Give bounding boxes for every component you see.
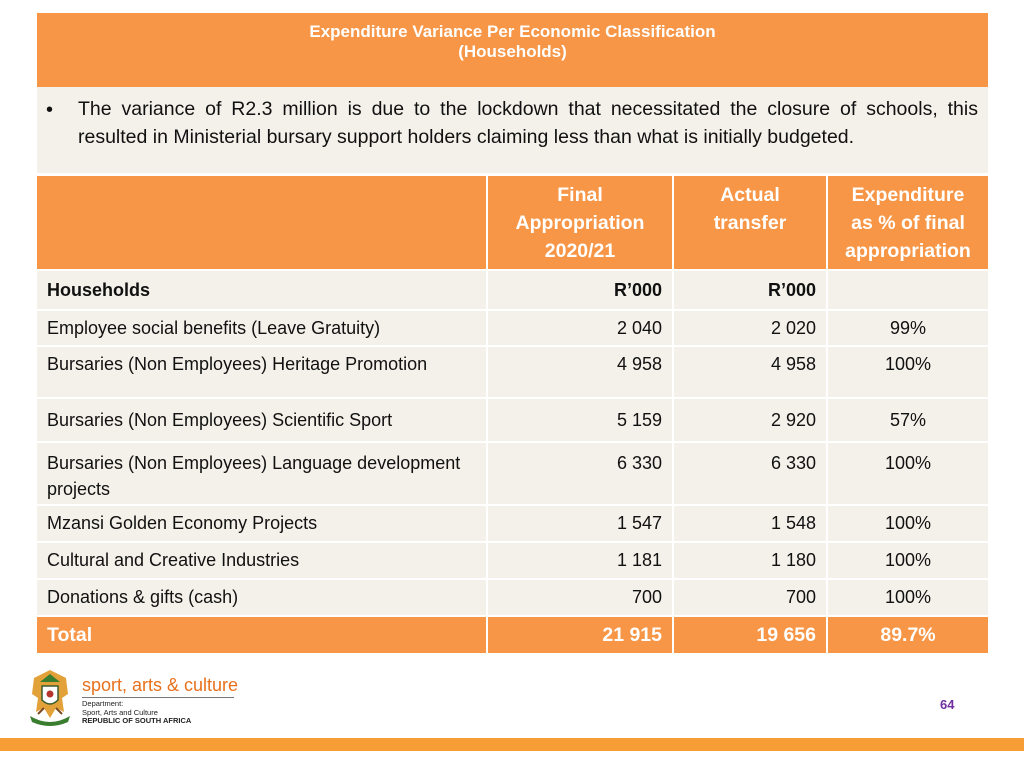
row-actual: 1 180 <box>673 542 827 579</box>
row-actual: 1 548 <box>673 505 827 542</box>
slide-title-banner <box>37 13 988 87</box>
row-final: 1 547 <box>487 505 673 542</box>
total-final: 21 915 <box>487 616 673 654</box>
row-label: Donations & gifts (cash) <box>37 579 487 616</box>
variance-note-text: The variance of R2.3 million is due to the lockdown that necessitated the closure of schools, this resulted in Ministerial bursary support holders claiming less than what is initially budgeted. <box>78 98 978 148</box>
units-row <box>37 270 988 310</box>
units-label: Households <box>37 270 487 310</box>
row-pct: 57% <box>827 398 988 442</box>
bottom-accent-bar <box>0 738 1024 751</box>
brand-divider <box>82 697 234 698</box>
total-row <box>37 616 988 654</box>
variance-note <box>37 87 988 173</box>
department-label: Department: <box>82 699 124 708</box>
row-pct: 100% <box>827 505 988 542</box>
row-label: Bursaries (Non Employees) Scientific Sport <box>37 398 487 442</box>
department-block <box>82 700 191 726</box>
table-row <box>37 346 988 398</box>
table-row <box>37 542 988 579</box>
header-expenditure-percent: Expenditure as % of final appropriation <box>827 176 988 270</box>
header-actual-transfer: Actual transfer <box>673 176 827 270</box>
table-row <box>37 442 988 505</box>
row-pct: 100% <box>827 542 988 579</box>
row-final: 6 330 <box>487 442 673 505</box>
row-label: Employee social benefits (Leave Gratuity) <box>37 310 487 346</box>
row-actual: 700 <box>673 579 827 616</box>
total-pct: 89.7% <box>827 616 988 654</box>
row-actual: 6 330 <box>673 442 827 505</box>
units-pct <box>827 270 988 310</box>
units-actual: R’000 <box>673 270 827 310</box>
header-final-appropriation: Final Appropriation 2020/21 <box>487 176 673 270</box>
table-row <box>37 398 988 442</box>
row-final: 4 958 <box>487 346 673 398</box>
households-expenditure-table <box>37 176 988 655</box>
total-actual: 19 656 <box>673 616 827 654</box>
row-label: Cultural and Creative Industries <box>37 542 487 579</box>
row-label: Mzansi Golden Economy Projects <box>37 505 487 542</box>
brand-wordmark: sport, arts & culture <box>82 675 239 695</box>
bullet-icon: • <box>46 99 54 121</box>
units-final: R’000 <box>487 270 673 310</box>
row-actual: 2 920 <box>673 398 827 442</box>
row-actual: 2 020 <box>673 310 827 346</box>
table-row <box>37 505 988 542</box>
country-name: REPUBLIC OF SOUTH AFRICA <box>82 716 192 725</box>
row-pct: 100% <box>827 442 988 505</box>
table-row <box>37 310 988 346</box>
table-row <box>37 579 988 616</box>
page-number: 64 <box>940 697 955 712</box>
slide-title: Expenditure Variance Per Economic Classification <box>309 22 716 41</box>
row-label: Bursaries (Non Employees) Language development projects <box>37 442 487 505</box>
row-pct: 100% <box>827 579 988 616</box>
row-pct: 100% <box>827 346 988 398</box>
slide-subtitle: (Households) <box>458 42 567 61</box>
total-label: Total <box>37 616 487 654</box>
row-label: Bursaries (Non Employees) Heritage Promotion <box>37 346 487 398</box>
row-pct: 99% <box>827 310 988 346</box>
department-name: Sport, Arts and Culture <box>82 707 158 717</box>
table-header-row <box>37 176 988 270</box>
row-final: 1 181 <box>487 542 673 579</box>
coat-of-arms-icon <box>24 668 76 730</box>
row-final: 5 159 <box>487 398 673 442</box>
row-final: 700 <box>487 579 673 616</box>
row-actual: 4 958 <box>673 346 827 398</box>
header-blank-cell <box>37 176 487 270</box>
row-final: 2 040 <box>487 310 673 346</box>
